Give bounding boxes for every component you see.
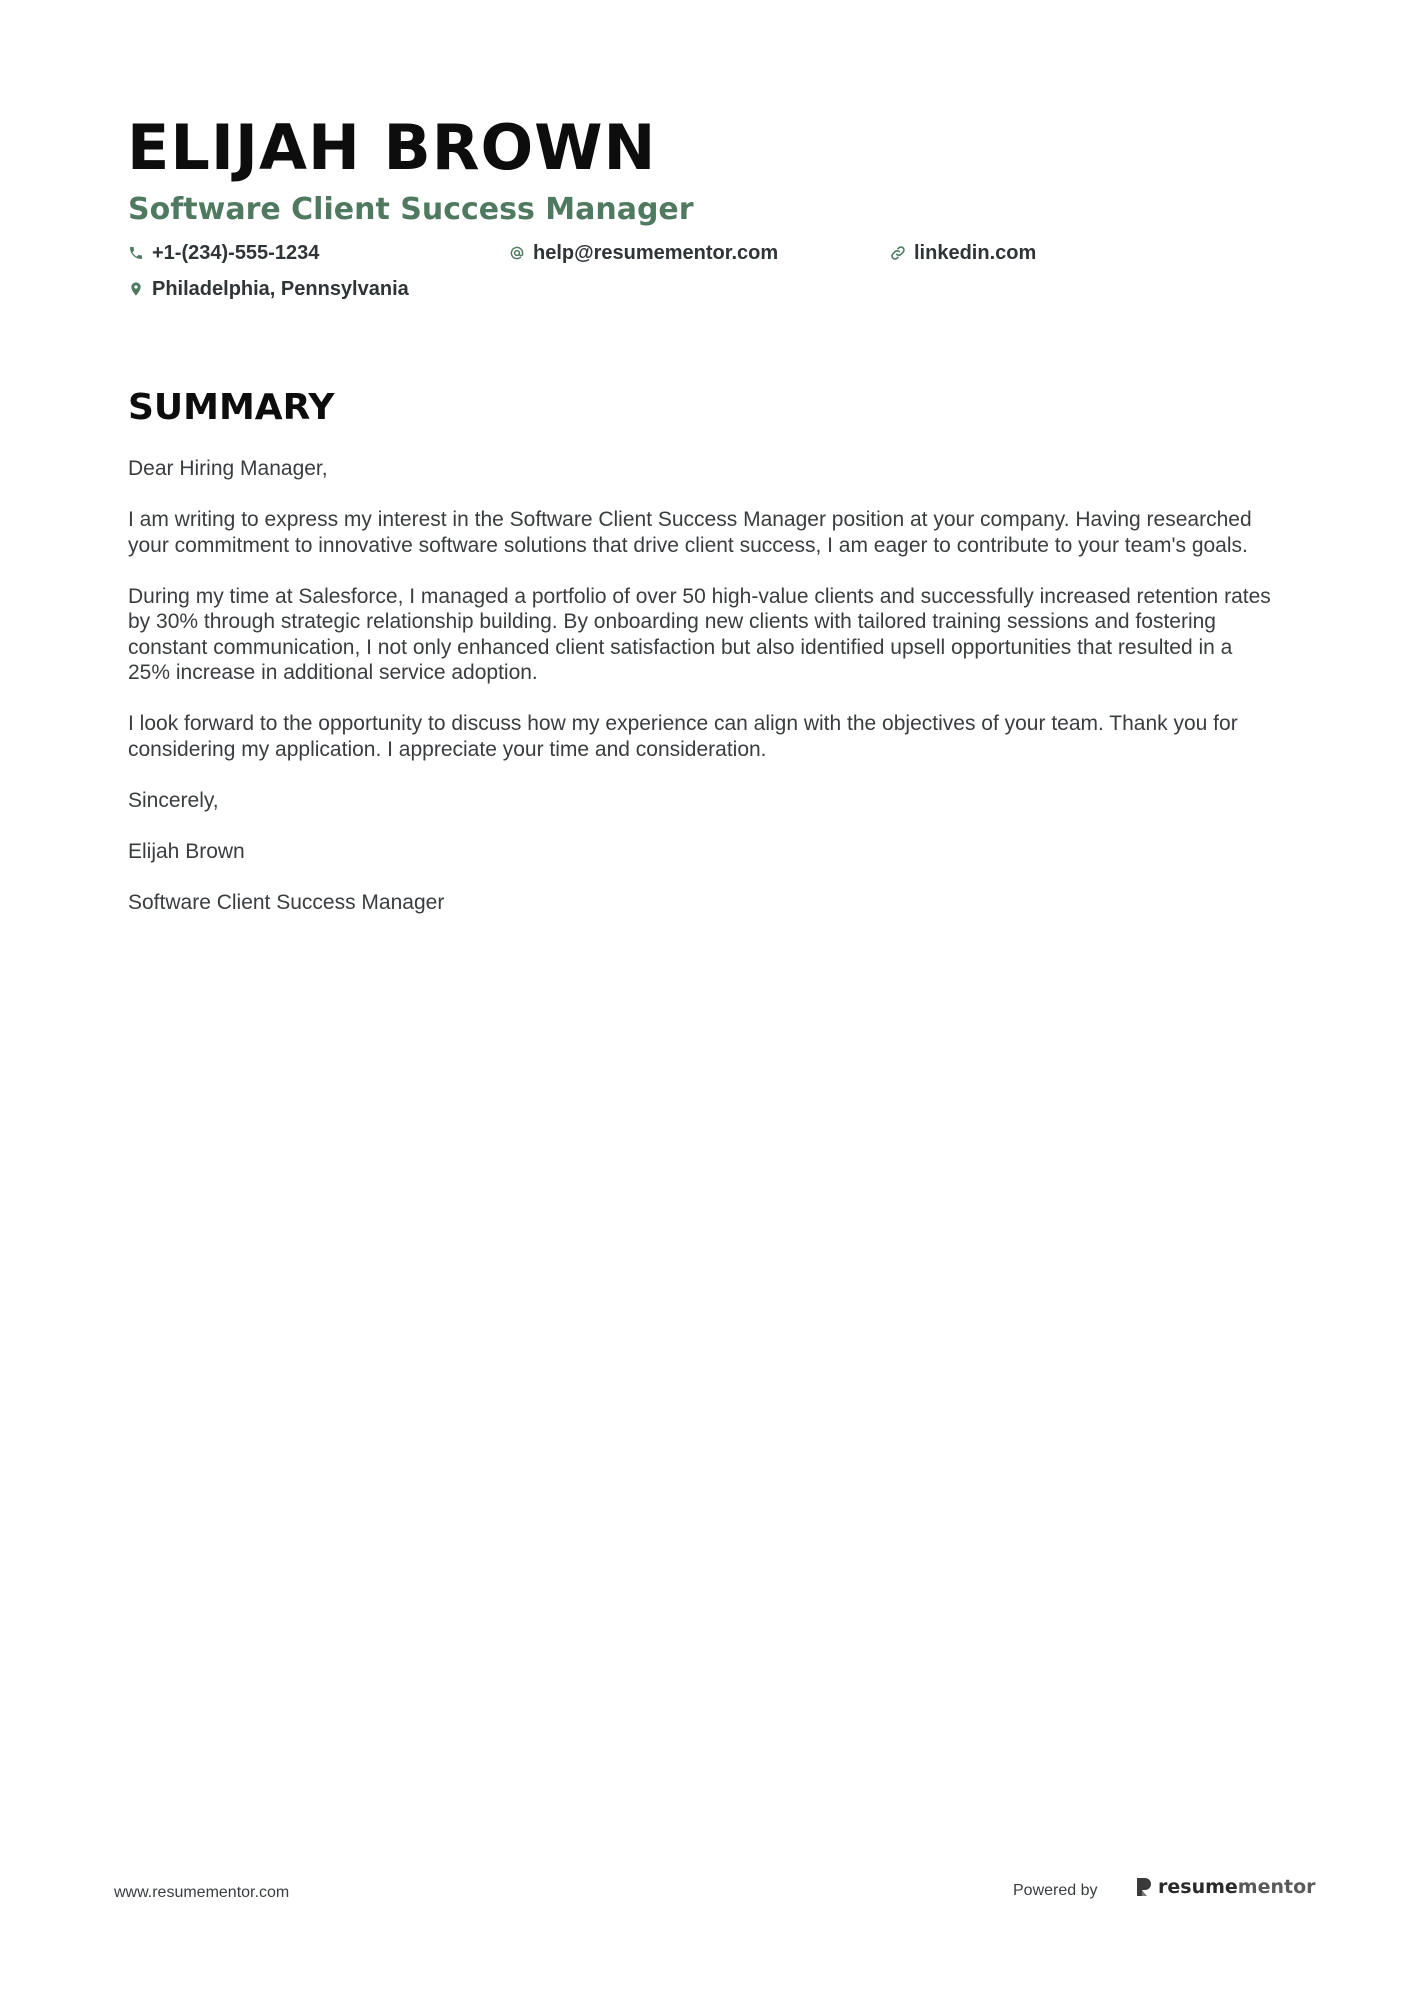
link-text[interactable]: linkedin.com [914, 242, 1037, 264]
phone-icon [128, 245, 144, 261]
section-title-summary: SUMMARY [128, 387, 335, 428]
contact-phone [128, 240, 319, 266]
cover-letter-body [128, 456, 1278, 941]
contact-link[interactable] [890, 240, 1036, 266]
brand-name-part: resume [1158, 1876, 1238, 1898]
location-text: Philadelphia, Pennsylvania [152, 278, 409, 300]
phone-text: +1-(234)-555-1234 [152, 242, 320, 264]
brand-name-part: mentor [1237, 1876, 1316, 1898]
letter-paragraph: I am writing to express my interest in the Software Client Success Manager position at your company. Having researched your commitment to innovative software solutions that drive client success, I am eager to contribute to your team's goals. [128, 508, 1252, 557]
signature-title: Software Client Success Manager [128, 890, 445, 914]
job-title: Software Client Success Manager [128, 192, 694, 227]
at-icon [509, 245, 525, 261]
closing: Sincerely, [128, 788, 219, 812]
greeting: Dear Hiring Manager, [128, 457, 328, 480]
contact-email[interactable] [509, 240, 778, 266]
link-icon [890, 245, 906, 261]
contact-location [128, 276, 409, 302]
brand-logo[interactable] [1135, 1876, 1316, 1898]
letter-paragraph: During my time at Salesforce, I managed a portfolio of over 50 high-value clients and successfully increased retention rates by 30% through strategic relationship building. By onboarding new clients with tailored training sessions and fostering constant communication, I not only enhanced client satisfaction but also identified upsell opportunities that resulted in a 25% increase in additional service adoption. [128, 584, 1271, 684]
map-pin-icon [128, 281, 144, 297]
email-text[interactable]: help@resumementor.com [533, 242, 779, 264]
powered-by-label: Powered by [1013, 1882, 1098, 1899]
letter-paragraph: I look forward to the opportunity to discuss how my experience can align with the objectives of your team. Thank you for considering my application. I appreciate your time and consideration. [128, 712, 1238, 761]
signature-name: Elijah Brown [128, 839, 245, 863]
footer-website[interactable]: www.resumementor.com [114, 1884, 290, 1901]
resumementor-logo-icon [1135, 1876, 1153, 1898]
candidate-name: ELIJAH BROWN [127, 111, 657, 184]
